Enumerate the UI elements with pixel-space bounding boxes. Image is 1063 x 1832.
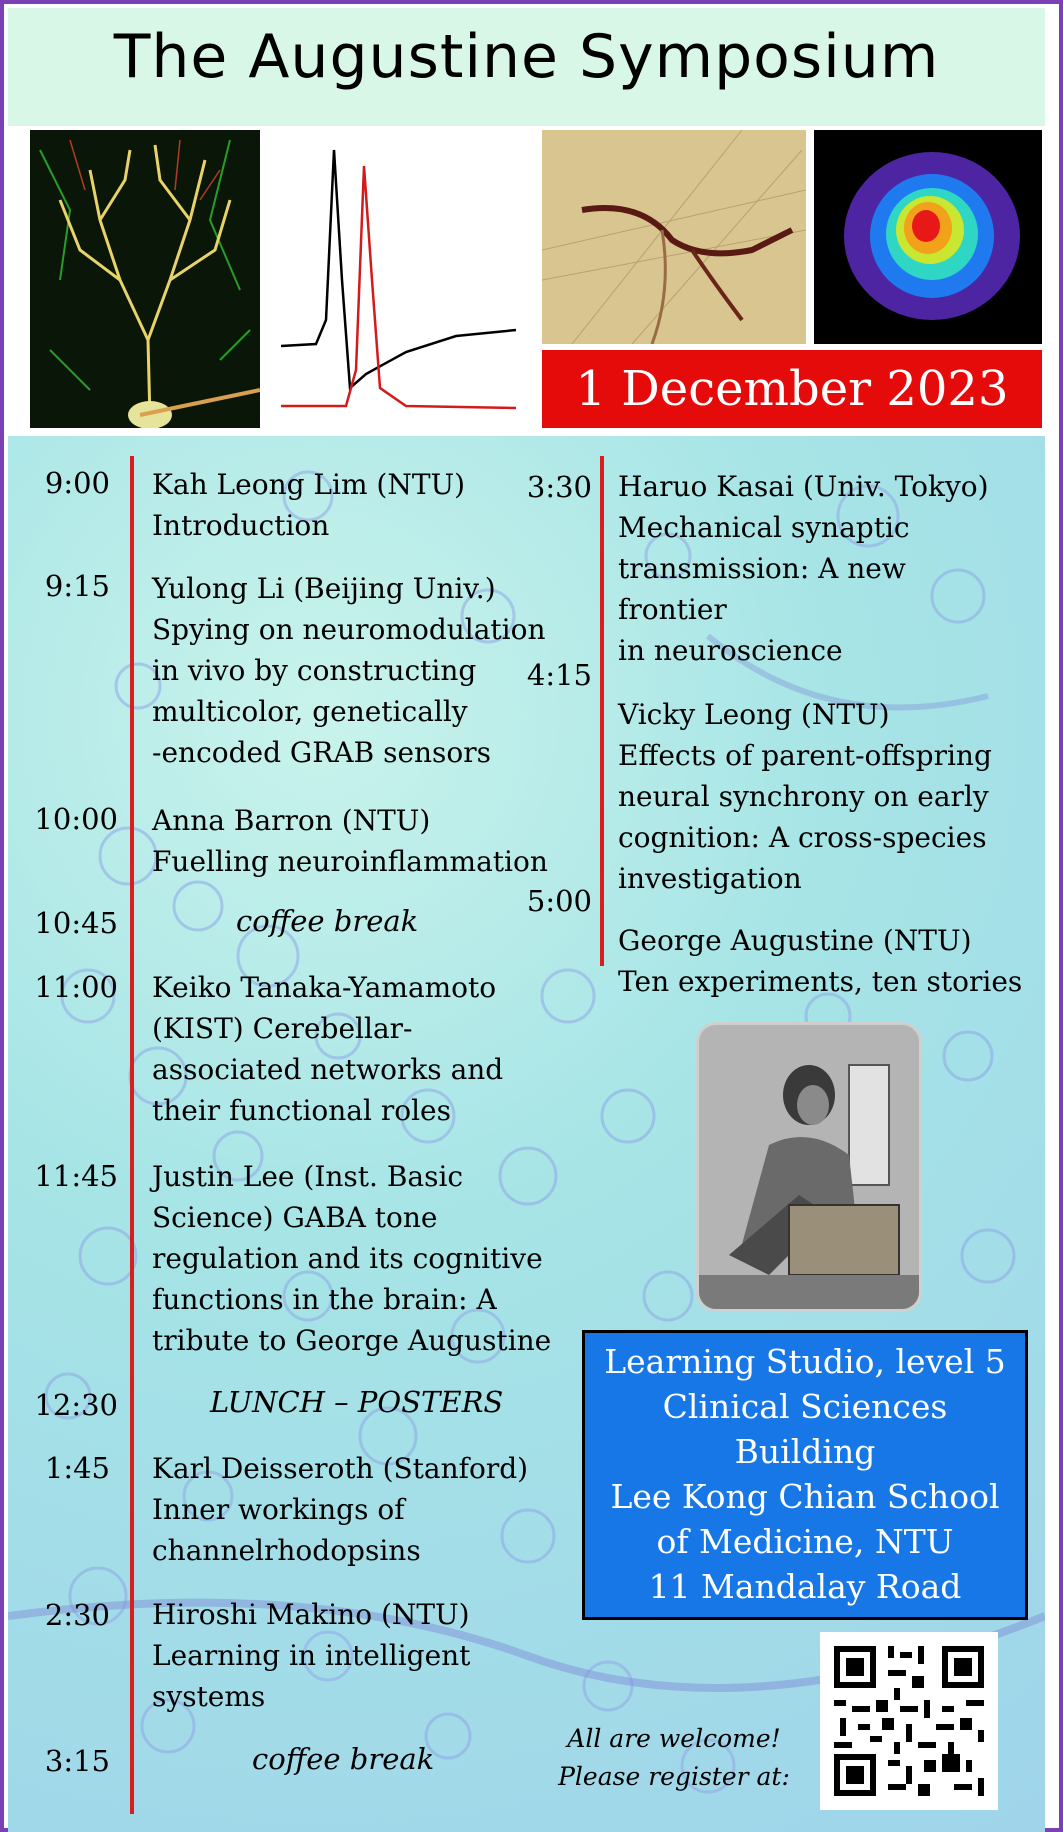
talk-entry — [618, 694, 1044, 899]
time-label: 2:30 — [44, 1598, 110, 1632]
venue-line: of Medicine, NTU — [656, 1522, 954, 1561]
talk-line: Introduction — [152, 509, 330, 542]
coffee-break-label: coffee break — [252, 1742, 435, 1776]
venue-line: Building — [734, 1432, 876, 1471]
venue-line: Clinical Sciences — [662, 1387, 948, 1426]
time-label: 11:00 — [34, 970, 118, 1004]
coffee-break-label: coffee break — [236, 904, 419, 938]
welcome-line: All are welcome! — [567, 1724, 781, 1753]
talk-line: Hiroshi Makino (NTU) — [152, 1598, 470, 1631]
talk-entry — [152, 967, 582, 1131]
left-timeline-line — [130, 456, 134, 1814]
time-label: 9:15 — [44, 569, 110, 603]
talk-line: transmission: A new — [618, 552, 906, 585]
talk-line: regulation and its cognitive — [152, 1242, 543, 1275]
talk-line: tribute to George Augustine — [152, 1324, 552, 1357]
talk-line: Kah Leong Lim (NTU) — [152, 468, 466, 501]
talk-line: neural synchrony on early — [618, 780, 989, 813]
time-label: 4:15 — [526, 658, 592, 692]
talk-line: -encoded GRAB sensors — [152, 736, 492, 769]
page-title: The Augustine Symposium — [113, 22, 940, 92]
talk-line: investigation — [618, 862, 802, 895]
historical-photo — [696, 1022, 922, 1312]
talk-line: functions in the brain: A — [152, 1283, 497, 1316]
talk-line: Effects of parent-offspring — [618, 739, 992, 772]
time-label: 3:30 — [526, 470, 592, 504]
talk-line: systems — [152, 1680, 266, 1713]
talk-line: Keiko Tanaka-Yamamoto — [152, 971, 497, 1004]
neuron-micrograph — [30, 130, 260, 428]
registration-qr-code[interactable] — [820, 1632, 998, 1810]
talk-line: Justin Lee (Inst. Basic — [152, 1160, 464, 1193]
talk-entry — [618, 920, 1044, 1002]
time-label: 11:45 — [34, 1159, 118, 1193]
talk-line: their functional roles — [152, 1094, 451, 1127]
time-label: 1:45 — [44, 1451, 110, 1485]
time-label: 3:15 — [44, 1744, 110, 1778]
venue-box — [582, 1330, 1028, 1620]
talk-entry — [152, 800, 582, 882]
heatmap-spot — [814, 130, 1042, 344]
talk-entry — [618, 466, 1044, 671]
time-label: 10:00 — [34, 802, 118, 836]
action-potential-traces — [276, 130, 522, 428]
talk-line: Vicky Leong (NTU) — [618, 698, 890, 731]
talk-line: channelrhodopsins — [152, 1534, 421, 1567]
venue-line: Lee Kong Chian School — [610, 1477, 1000, 1516]
talk-line: George Augustine (NTU) — [618, 924, 972, 957]
talk-line: Fuelling neuroinflammation — [152, 845, 548, 878]
time-label: 5:00 — [526, 884, 592, 918]
welcome-text — [534, 1720, 814, 1796]
lunch-label: LUNCH – POSTERS — [210, 1385, 504, 1419]
talk-line: Spying on neuromodulation — [152, 613, 546, 646]
right-timeline-line — [600, 456, 604, 966]
talk-entry — [152, 1448, 582, 1571]
talk-line: frontier — [618, 593, 727, 626]
venue-line: 11 Mandalay Road — [648, 1567, 962, 1606]
talk-line: (KIST) Cerebellar- — [152, 1012, 413, 1045]
talk-line: Karl Deisseroth (Stanford) — [152, 1452, 529, 1485]
event-date: 1 December 2023 — [542, 350, 1042, 428]
talk-entry — [152, 464, 572, 546]
talk-line: Mechanical synaptic — [618, 511, 910, 544]
talk-line: multicolor, genetically — [152, 695, 468, 728]
tissue-micrograph — [542, 130, 806, 344]
title-band — [8, 8, 1045, 126]
talk-line: Inner workings of — [152, 1493, 405, 1526]
time-label: 10:45 — [34, 906, 118, 940]
talk-line: associated networks and — [152, 1053, 504, 1086]
talk-line: in vivo by constructing — [152, 654, 477, 687]
venue-line: Learning Studio, level 5 — [604, 1342, 1006, 1381]
talk-entry — [152, 1594, 582, 1717]
talk-line: Anna Barron (NTU) — [152, 804, 431, 837]
time-label: 12:30 — [34, 1388, 118, 1422]
talk-line: Science) GABA tone — [152, 1201, 438, 1234]
time-label: 9:00 — [44, 466, 110, 500]
talk-line: Learning in intelligent — [152, 1639, 471, 1672]
talk-line: Haruo Kasai (Univ. Tokyo) — [618, 470, 989, 503]
talk-line: Ten experiments, ten stories — [618, 965, 1023, 998]
talk-entry — [152, 1156, 582, 1361]
talk-line: Yulong Li (Beijing Univ.) — [152, 572, 496, 605]
register-line: Please register at: — [558, 1762, 790, 1791]
talk-line: in neuroscience — [618, 634, 843, 667]
talk-line: cognition: A cross-species — [618, 821, 987, 854]
